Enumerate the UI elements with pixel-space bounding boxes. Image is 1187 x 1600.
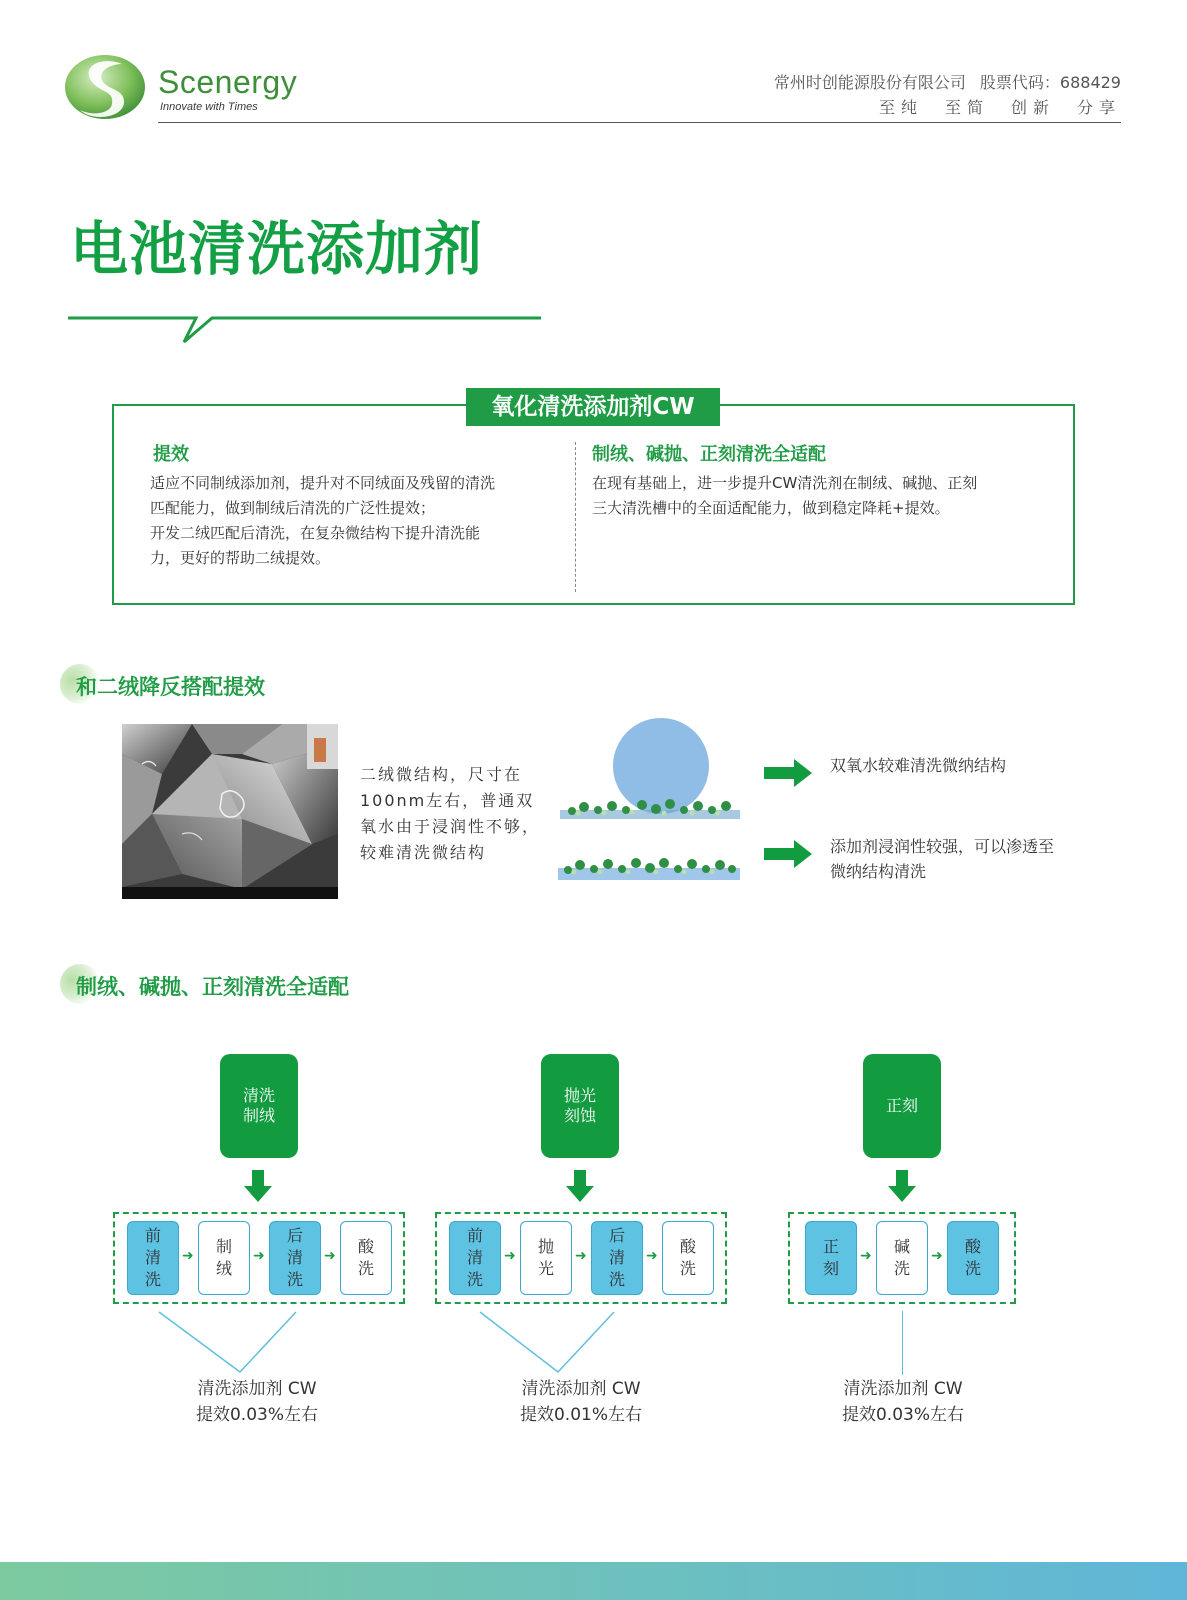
step-arrow-icon: ➜	[253, 1248, 265, 1264]
step-char: 洗	[357, 1259, 374, 1278]
step-char: 清	[608, 1248, 625, 1267]
result-text	[803, 1376, 1003, 1428]
page-title: 电池清洗添加剂	[70, 215, 484, 283]
process-step	[127, 1221, 179, 1295]
step-char: 清	[466, 1248, 483, 1267]
scenergy-logo-icon	[62, 52, 152, 122]
connector-line	[902, 1311, 903, 1375]
step-char: 酸	[679, 1237, 696, 1256]
right-arrow-icon	[764, 759, 814, 787]
text-line: 匹配能力，做到制绒后清洗的广泛性提效；	[150, 499, 436, 517]
process-step	[340, 1221, 392, 1295]
column-divider	[575, 442, 576, 592]
process-step	[591, 1221, 643, 1295]
step-char: 制	[215, 1237, 232, 1256]
process-step	[947, 1221, 999, 1295]
step-char: 后	[286, 1226, 303, 1245]
text-line: 力，更好的帮助二绒提效。	[150, 549, 331, 567]
result-text	[481, 1376, 681, 1428]
text-line: 添加剂浸润性较强，可以渗透至	[830, 837, 1055, 856]
motto-word: 至纯	[878, 98, 923, 117]
process-step	[805, 1221, 857, 1295]
sem-micrograph	[122, 724, 338, 899]
text-line: 清洗添加剂 CW	[843, 1379, 963, 1399]
sem-info-bar	[122, 887, 338, 899]
section-title-texture: 和二绒降反搭配提效	[76, 675, 265, 699]
text-line: 正刻	[885, 1096, 918, 1115]
process-step	[876, 1221, 928, 1295]
step-arrow-icon: ➜	[646, 1248, 658, 1264]
arrow1-label: 双氧水较难清洗微纳结构	[830, 756, 1007, 775]
process-step	[269, 1221, 321, 1295]
water-droplet-icon	[613, 718, 709, 814]
step-char: 刻	[822, 1259, 839, 1278]
section-title-adaptation: 制绒、碱抛、正刻清洗全适配	[76, 975, 349, 999]
process-step	[449, 1221, 501, 1295]
right-column-heading: 制绒、碱抛、正刻清洗全适配	[592, 444, 826, 465]
process-top-box	[220, 1054, 298, 1158]
text-line: 刻蚀	[563, 1106, 596, 1125]
company-name: 常州时创能源股份有限公司	[773, 73, 966, 92]
text-line: 提效0.03%左右	[841, 1405, 964, 1425]
process-step	[198, 1221, 250, 1295]
step-char: 正	[822, 1237, 839, 1256]
text-line: 开发二绒匹配后清洗，在复杂微结构下提升清洗能	[150, 524, 481, 542]
brand-tagline: Innovate with Times	[160, 101, 258, 113]
step-char: 后	[608, 1226, 625, 1245]
wetting-diagram	[556, 718, 746, 886]
right-column-text	[592, 471, 1062, 521]
brand-name: Scenergy	[158, 64, 298, 100]
motto	[879, 95, 1121, 118]
company-info	[774, 70, 1121, 93]
text-line: 抛光	[563, 1086, 596, 1105]
motto-word: 创新	[1010, 98, 1055, 117]
title-underline	[66, 310, 546, 350]
step-char: 绒	[215, 1259, 232, 1278]
down-arrow-icon	[244, 1170, 272, 1202]
footer-band	[0, 1562, 1187, 1600]
text-line: 100nm左右，普通双	[360, 791, 535, 810]
step-char: 洗	[286, 1270, 303, 1289]
motto-word: 分享	[1076, 98, 1121, 117]
text-line: 微纳结构清洗	[830, 862, 927, 881]
process-step	[662, 1221, 714, 1295]
text-line: 制绒	[242, 1106, 275, 1125]
step-char: 碱	[893, 1237, 910, 1256]
step-char: 清	[144, 1248, 161, 1267]
surface-bottom	[558, 858, 740, 880]
step-char: 洗	[144, 1270, 161, 1289]
step-arrow-icon: ➜	[860, 1248, 872, 1264]
stock-code: 股票代码：688429	[979, 73, 1121, 92]
process-top-box	[541, 1054, 619, 1158]
step-char: 洗	[466, 1270, 483, 1289]
microstructure-description	[360, 762, 540, 866]
down-arrow-icon	[566, 1170, 594, 1202]
step-char: 洗	[679, 1259, 696, 1278]
step-char: 洗	[893, 1259, 910, 1278]
connector-lines	[476, 1308, 626, 1374]
text-line: 适应不同制绒添加剂，提升对不同绒面及残留的清洗	[150, 474, 496, 492]
step-char: 洗	[964, 1259, 981, 1278]
result-text	[157, 1376, 357, 1428]
arrow2-label	[830, 834, 1054, 884]
text-line: 清洗添加剂 CW	[197, 1379, 317, 1399]
text-line: 较难清洗微结构	[360, 843, 487, 862]
step-char: 洗	[608, 1270, 625, 1289]
text-line: 清洗	[242, 1086, 275, 1105]
text-line: 提效0.03%左右	[195, 1405, 318, 1425]
step-char: 清	[286, 1248, 303, 1267]
step-char: 抛	[537, 1237, 554, 1256]
left-column-text	[150, 471, 570, 571]
sem-micrograph-image	[122, 724, 338, 899]
motto-word: 至简	[944, 98, 989, 117]
step-char: 前	[466, 1226, 483, 1245]
process-step	[520, 1221, 572, 1295]
right-arrow-icon	[764, 840, 814, 868]
step-arrow-icon: ➜	[504, 1248, 516, 1264]
down-arrow-icon	[888, 1170, 916, 1202]
step-arrow-icon: ➜	[182, 1248, 194, 1264]
text-line: 在现有基础上，进一步提升CW清洗剂在制绒、碱抛、正刻	[592, 474, 978, 492]
text-line: 三大清洗槽中的全面适配能力，做到稳定降耗+提效。	[592, 499, 950, 517]
text-line: 氧水由于浸润性不够，	[360, 817, 541, 836]
text-line: 清洗添加剂 CW	[521, 1379, 641, 1399]
step-arrow-icon: ➜	[931, 1248, 943, 1264]
text-line: 二绒微结构，尺寸在	[360, 765, 523, 784]
cw-box-title: 氧化清洗添加剂CW	[466, 388, 720, 426]
step-char: 前	[144, 1226, 161, 1245]
step-char: 光	[537, 1259, 554, 1278]
step-arrow-icon: ➜	[575, 1248, 587, 1264]
step-char: 酸	[964, 1237, 981, 1256]
step-char: 酸	[357, 1237, 374, 1256]
connector-lines	[155, 1308, 305, 1374]
header-divider	[158, 122, 1121, 123]
step-arrow-icon: ➜	[324, 1248, 336, 1264]
left-column-heading: 提效	[153, 444, 189, 465]
process-top-box	[863, 1054, 941, 1158]
text-line: 提效0.01%左右	[519, 1405, 642, 1425]
